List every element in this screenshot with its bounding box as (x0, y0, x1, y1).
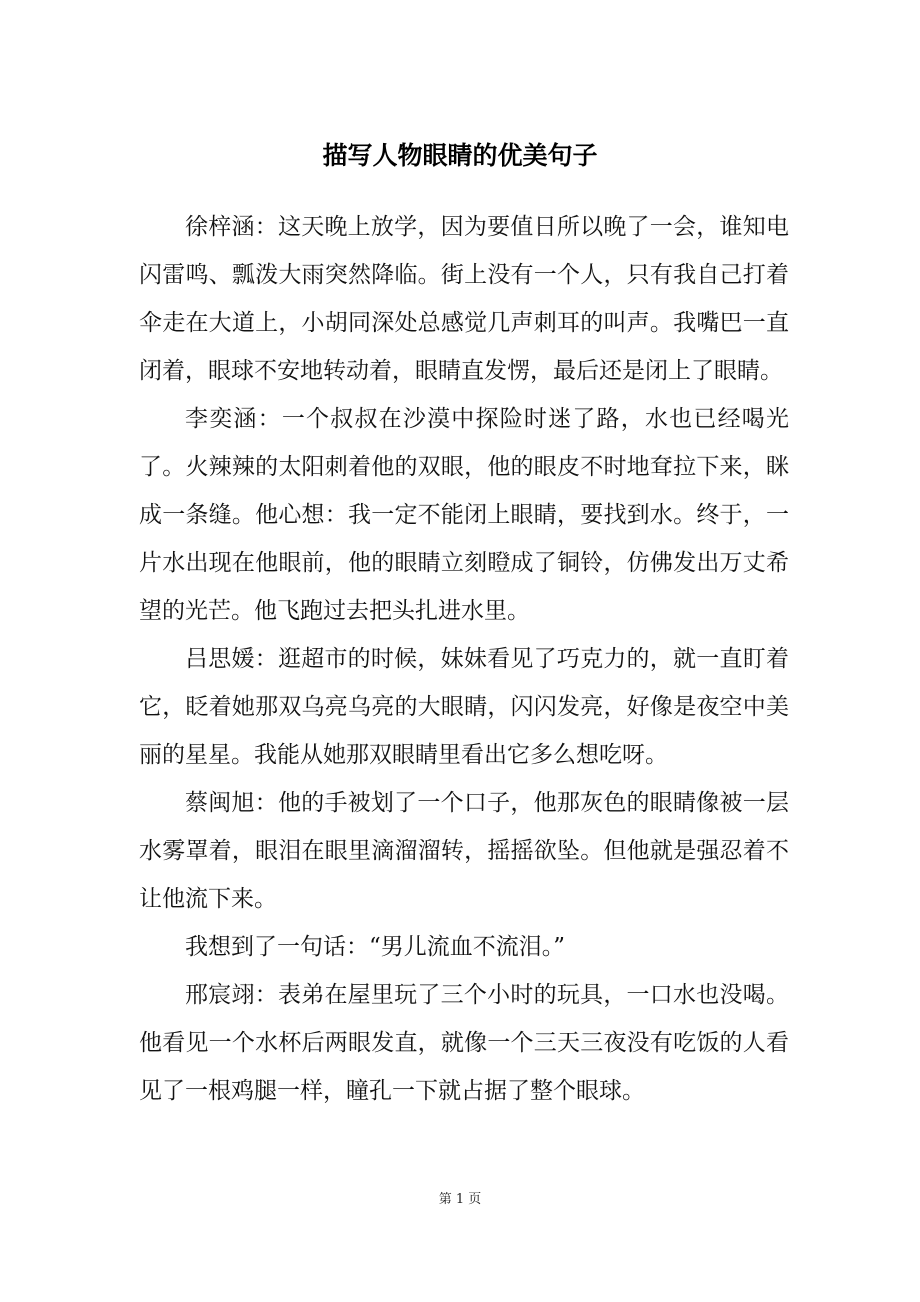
document-title: 描写人物眼睛的优美句子 (322, 141, 598, 170)
paragraph-lv-siyuan: 吕思媛：逛超市的时候，妹妹看见了巧克力的，就一直盯着它，眨着她那双乌亮乌亮的大眼睛，闪闪发亮，好像是夜空中美丽的星星。我能从她那双眼睛里看出它多么想吃呀。 (139, 646, 789, 768)
paragraph-li-yihan: 李奕涵：一个叔叔在沙漠中探险时迷了路，水也已经喝光了。火辣辣的太阳刺着他的双眼，他的眼皮不时地耷拉下来，眯成一条缝。他心想：我一定不能闭上眼睛，要找到水。终于，一片水出现在他眼前，他的眼睛立刻瞪成了铜铃，仿佛发出万丈希望的光芒。他飞跑过去把头扎进水里。 (139, 406, 789, 624)
paragraph-cai-minxu: 蔡闽旭：他的手被划了一个口子，他那灰色的眼睛像被一层水雾罩着，眼泪在眼里滴溜溜转，摇摇欲坠。但他就是强忍着不让他流下来。 (139, 790, 789, 912)
paragraph-quote: 我想到了一句话：“男儿流血不流泪。” (185, 934, 566, 960)
paragraph-xu-zihan: 徐梓涵：这天晚上放学，因为要值日所以晚了一会，谁知电闪雷鸣、瓢泼大雨突然降临。街上没有一个人，只有我自己打着伞走在大道上，小胡同深处总感觉几声刺耳的叫声。我嘴巴一直闭着，眼球不安地转动着，眼睛直发愣，最后还是闭上了眼睛。 (139, 214, 789, 384)
paragraph-xing-chenyi: 邢宸翊：表弟在屋里玩了三个小时的玩具，一口水也没喝。他看见一个水杯后两眼发直，就像一个三天三夜没有吃饭的人看见了一根鸡腿一样，瞳孔一下就占据了整个眼球。 (139, 982, 789, 1104)
document-body (139, 203, 789, 1115)
page-number: 第 1 页 (438, 1192, 482, 1207)
